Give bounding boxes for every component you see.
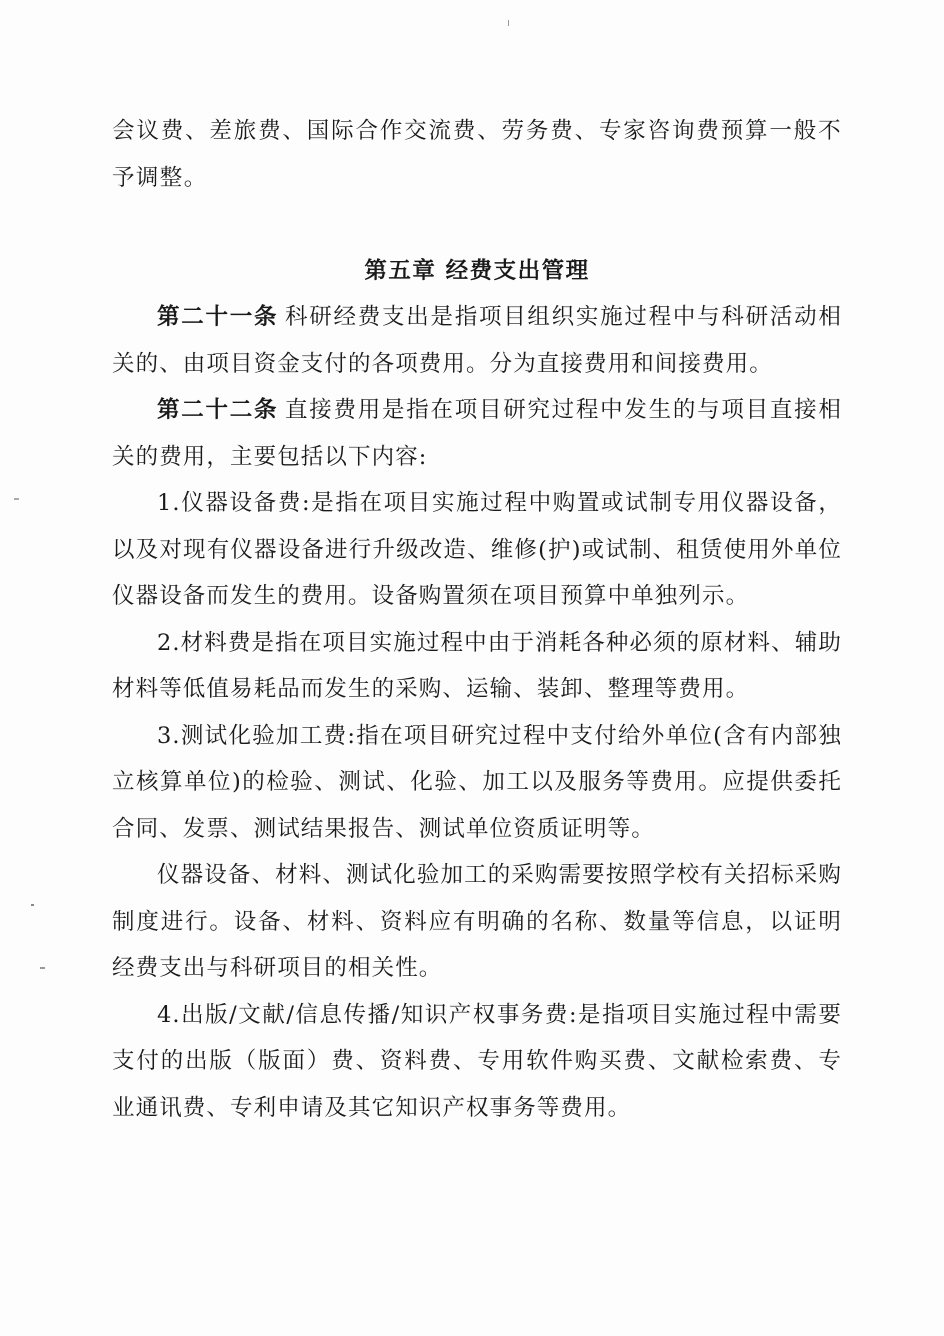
article-21-text: 科研经费支出是指项目组织实施过程中与科研活动相关的、由项目资金支付的各项费用。分为直接费用和间接费用。 xyxy=(112,304,842,377)
item-equipment-fee: 1.仪器设备费:是指在项目实施过程中购置或试制专用仪器设备，以及对现有仪器设备进行升级改造、维修(护)或试制、租赁使用外单位仪器设备而发生的费用。设备购置须在项目预算中单独列示。 xyxy=(112,490,842,609)
article-22-paragraph xyxy=(112,387,842,480)
scan-speck xyxy=(508,20,509,26)
item-material-fee: 2.材料费是指在项目实施过程中由于消耗各种必须的原材料、辅助材料等低值易耗品而发生的采购、运输、装卸、整理等费用。 xyxy=(112,629,842,702)
scan-speck xyxy=(40,967,45,969)
article-21-number: 第二十一条 xyxy=(157,304,279,330)
item-publication-fee: 4.出版/文献/信息传播/知识产权事务费:是指项目实施过程中需要支付的出版（版面）费、资料费、专用软件购买费、文献检索费、专业通讯费、专利申请及其它知识产权事务等费用。 xyxy=(112,1001,842,1121)
item-testing-fee: 3.测试化验加工费:指在项目研究过程中支付给外单位(含有内部独立核算单位)的检验、测试、化验、加工以及服务等费用。应提供委托合同、发票、测试结果报告、测试单位资质证明等。 xyxy=(112,722,842,842)
article-22-number: 第二十二条 xyxy=(157,397,279,423)
chapter-title: 第五章 经费支出管理 xyxy=(364,257,590,284)
procurement-paragraph: 仪器设备、材料、测试化验加工的采购需要按照学校有关招标采购制度进行。设备、材料、资料应有明确的名称、数量等信息，以证明经费支出与科研项目的相关性。 xyxy=(112,862,842,981)
scan-speck xyxy=(31,904,34,906)
intro-paragraph: 会议费、差旅费、国际合作交流费、劳务费、专家咨询费预算一般不予调整。 xyxy=(112,118,842,191)
scan-speck xyxy=(14,498,19,500)
article-21-paragraph xyxy=(112,294,842,387)
article-22-text: 直接费用是指在项目研究过程中发生的与项目直接相关的费用，主要包括以下内容: xyxy=(112,397,842,470)
document-body xyxy=(112,108,842,1131)
